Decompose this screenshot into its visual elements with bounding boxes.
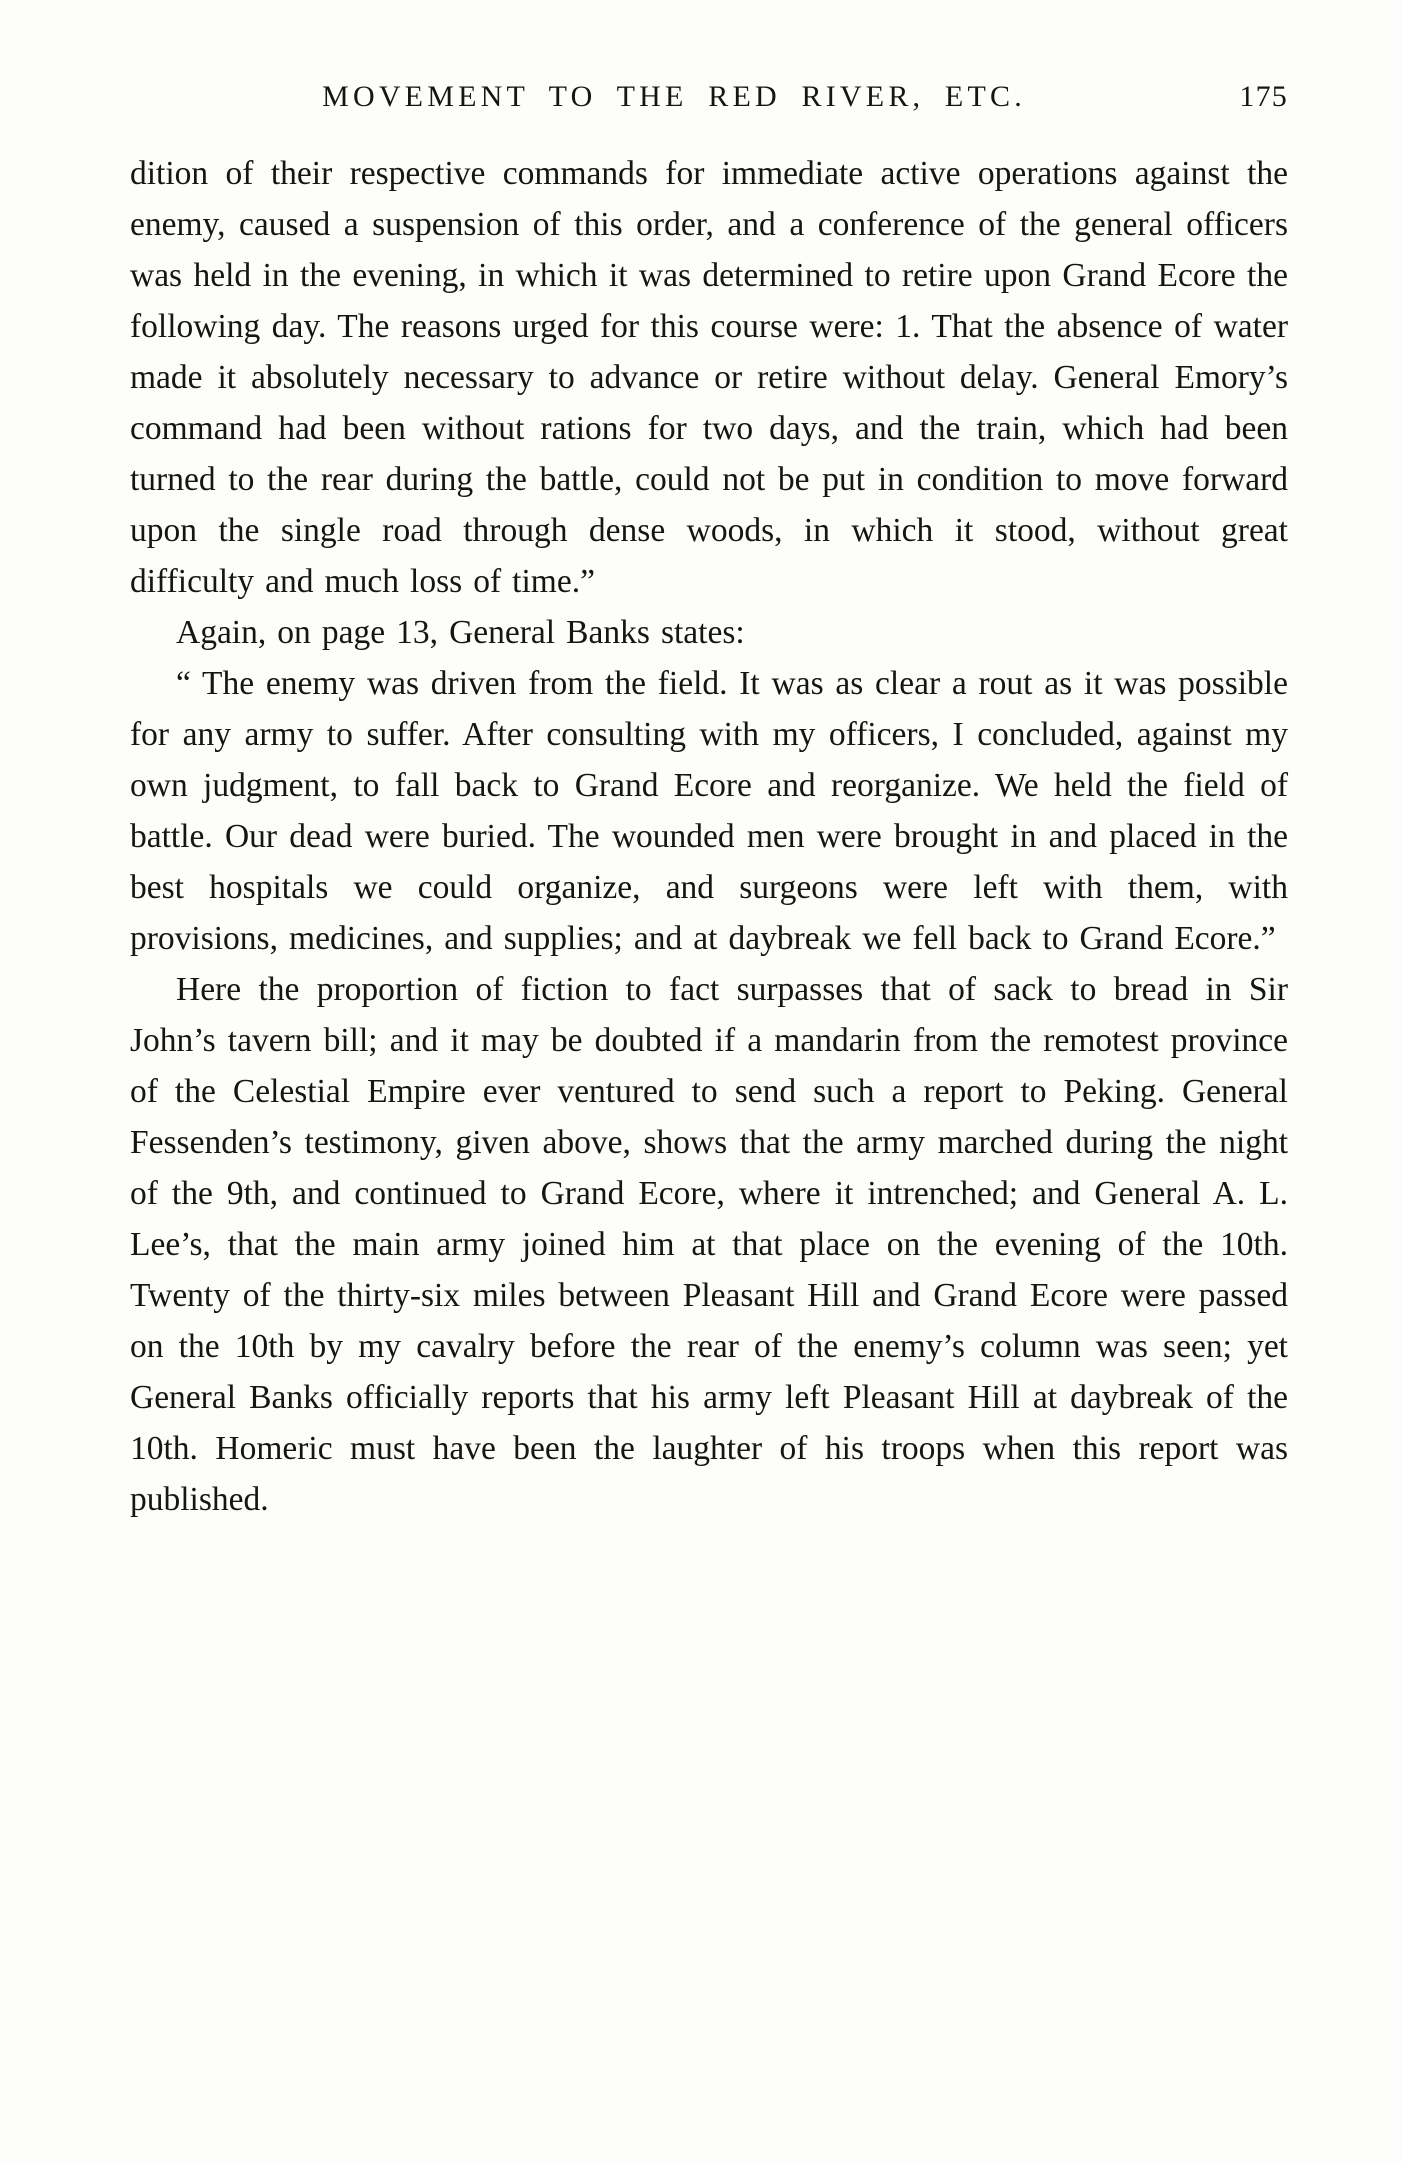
paragraph: Again, on page 13, General Banks states:: [176, 614, 745, 651]
running-title: MOVEMENT TO THE RED RIVER, ETC.: [322, 80, 1026, 113]
page-body: [130, 148, 1288, 1525]
paragraph: dition of their respective commands for immediate active operations against the enemy, caused a suspension of this order, and a conference of the general officers was held in the evening, in which it was determined to retire upon Grand Ecore the following day. The reasons urged for this course were: 1. That the absence of water made it absolutely necessary to advance or retire without delay. General Emory’s command had been without rations for two days, and the train, which had been turned to the rear during the battle, could not be put in condition to move forward upon the single road through dense woods, in which it stood, without great difficulty and much loss of time.”: [130, 155, 1288, 600]
paragraph: Here the proportion of fiction to fact surpasses that of sack to bread in Sir John’s tavern bill; and it may be doubted if a mandarin from the remotest province of the Celestial Empire ever ventured to send such a report to Peking. General Fessenden’s testimony, given above, shows that the army marched during the night of the 9th, and continued to Grand Ecore, where it intrenched; and General A. L. Lee’s, that the main army joined him at that place on the evening of the 10th. Twenty of the thirty-six miles between Pleasant Hill and Grand Ecore were passed on the 10th by my cavalry before the rear of the enemy’s column was seen; yet General Banks officially reports that his army left Pleasant Hill at daybreak of the 10th. Homeric must have been the laughter of his troops when this report was published.: [130, 971, 1288, 1518]
paragraph: “ The enemy was driven from the field. It was as clear a rout as it was possible for any army to suffer. After consulting with my officers, I concluded, against my own judgment, to fall back to Grand Ecore and reorganize. We held the field of battle. Our dead were buried. The wounded men were brought in and placed in the best hospitals we could organize, and surgeons were left with them, with provisions, medicines, and supplies; and at daybreak we fell back to Grand Ecore.”: [130, 665, 1288, 957]
page-number: 175: [1239, 80, 1288, 113]
page-header: [130, 80, 1288, 114]
